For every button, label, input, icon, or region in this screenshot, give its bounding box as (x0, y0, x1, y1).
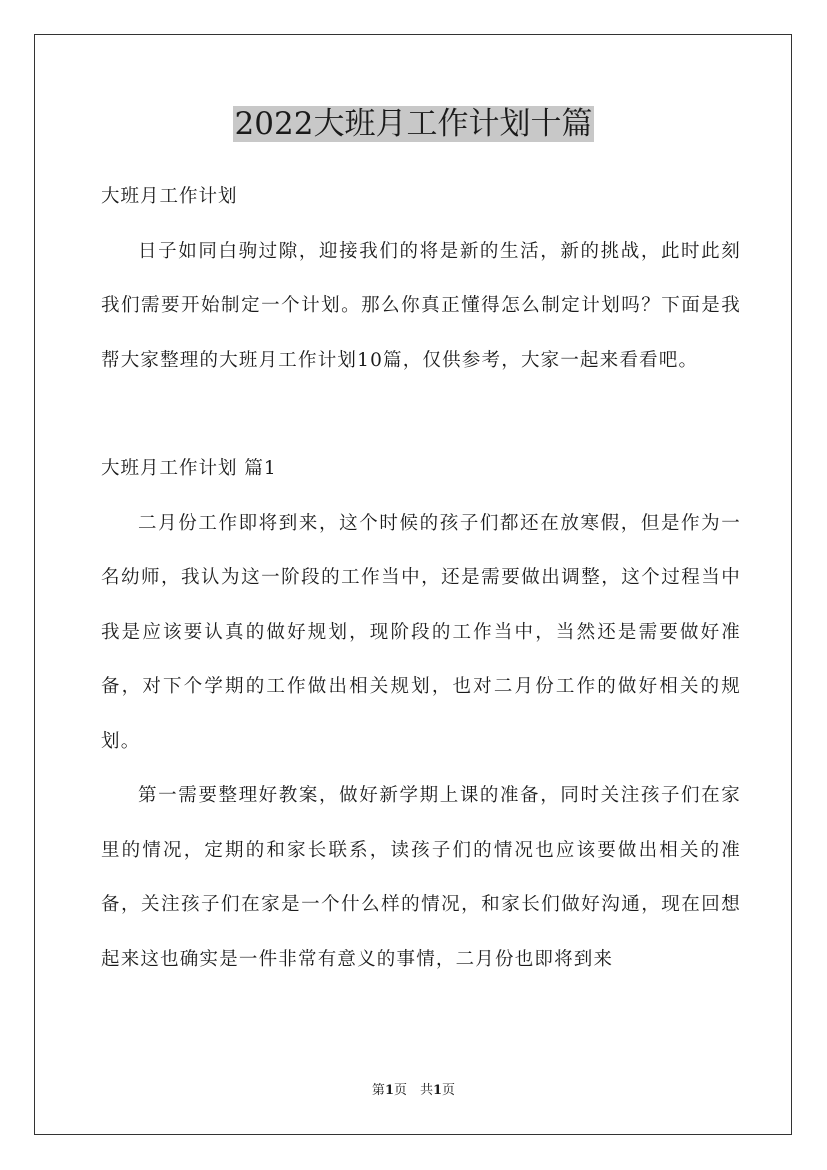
footer-page-total: 1 (433, 1083, 443, 1098)
page-footer (0, 1081, 827, 1101)
section1-paragraph-2: 第一需要整理好教案，做好新学期上课的准备，同时关注孩子们在家里的情况，定期的和家长联系，读孩子们的情况也应该要做出相关的准备，关注孩子们在家是一个什么样的情况，和家长们做好沟通，现在回想起来这也确实是一件非常有意义的事情，二月份也即将到来 (101, 785, 741, 970)
section1-heading: 大班月工作计划 篇1 (101, 458, 277, 479)
footer-page-suffix: 页 (442, 1083, 456, 1098)
footer-page-current: 1 (384, 1083, 394, 1098)
intro-paragraph: 日子如同白驹过隙，迎接我们的将是新的生活，新的挑战，此时此刻我们需要开始制定一个计划。那么你真正懂得怎么制定计划吗？下面是我帮大家整理的大班月工作计划10篇，仅供参考，大家一起来看看吧。 (101, 240, 741, 371)
document-title-text: 2022大班月工作计划十篇 (234, 106, 593, 142)
footer-page-mid: 页 共 (393, 1083, 433, 1098)
section1-paragraph-1: 二月份工作即将到来，这个时候的孩子们都还在放寒假，但是作为一名幼师，我认为这一阶段的工作当中，还是需要做出调整，这个过程当中我是应该要认真的做好规划，现阶段的工作当中，当然还是需要做好准备，对下个学期的工作做出相关规划，也对二月份工作的做好相关的规划。 (101, 512, 741, 752)
document-title (0, 100, 827, 148)
section-spacer (101, 388, 741, 442)
footer-page-prefix: 第 (371, 1083, 385, 1098)
document-body (101, 170, 741, 987)
intro-heading: 大班月工作计划 (101, 186, 238, 207)
